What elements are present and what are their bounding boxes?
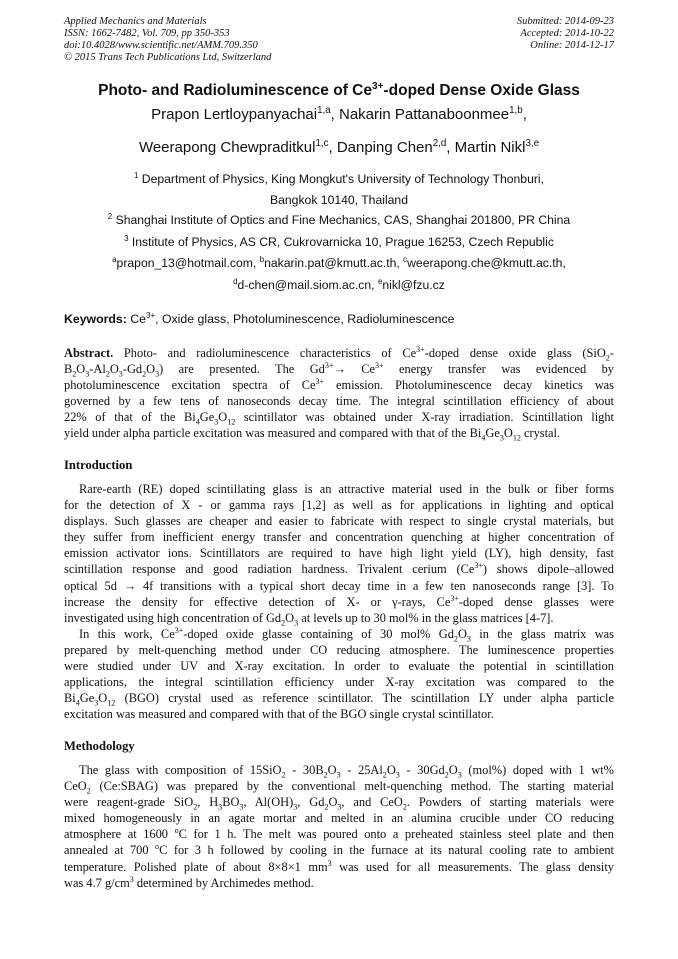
keywords: Keywords: $Ce^{3+}$, Oxide glass, Photoluminescence, Radioluminescence — [64, 310, 455, 326]
author-line-1: Prapon Lertloypanyachai$^{1,a}$, Nakarin Pattanaboonmee$^{1,b}$, — [151, 105, 527, 123]
affiliation-1: $^1$ Department of Physics, King Mongkut's University of Technology Thonburi, — [133, 170, 545, 186]
affiliation-2: $^2$ Shanghai Institute of Optics and Fine Mechanics, CAS, Shanghai 201800, PR China — [107, 211, 571, 227]
accepted-date: Accepted: 2014-10-22 — [520, 28, 614, 39]
author-name: Nakarin Pattanaboonmee — [339, 106, 510, 123]
submitted-date: Submitted: 2014-09-23 — [516, 16, 614, 27]
email-line-2: $^d$d-chen@mail.siom.ac.cn, $^e$nikl@fzu.cz — [233, 276, 445, 292]
journal-issn: ISSN: 1662-7482, Vol. 709, pp 350-353 — [64, 28, 230, 39]
abstract-label: Abstract. — [64, 346, 114, 360]
submission-dates — [517, 16, 614, 52]
journal-info — [64, 16, 271, 64]
journal-copyright: © 2015 Trans Tech Publications Ltd, Switzerland — [64, 52, 272, 63]
author-name: Prapon Lertloypanyachai — [151, 106, 318, 123]
author-name: Martin Nikl — [454, 139, 526, 156]
affiliation-1-cont: Bangkok 10140, Thailand — [269, 193, 408, 207]
email-line-1: $^a$prapon_13@hotmail.com, $^b$nakarin.pat@kmutt.ac.th, $^c$weerapong.che@kmutt.ac.th, — [112, 254, 566, 270]
journal-name: Applied Mechanics and Materials — [64, 16, 207, 27]
methodology-heading: Methodology — [64, 739, 135, 753]
keywords-label: Keywords: — [64, 312, 127, 326]
introduction-heading: Introduction — [64, 458, 133, 472]
introduction-paragraph: Rare-earth (RE) doped scintillating glass is an attractive material used in the bulk or fiber forms for the detection of X - or gamma rays [1,2] as well as for applications in lighting and optical displays. Such glasses are cheaper and easier to fabricate with respect to single crystal materials, but they suffer from inefficient energy transfer and concentration quenching at higher concentration of emission activator ions. Scintillators are required to have high light yield (LY), high density, fast scintillation response and good radiation hardness. Trivalent cerium $(Ce^{3+})$ shows dipole–allowed optical 5d → 4f transitions with a typical short decay time in a few ten nanoseconds range [3]. To increase the density for effective detection of X- or γ-rays, $Ce^{3+}$-doped dense glasses were investigated using high concentration of $Gd_2O_3$ at levels up to 30 mol% in the glass matrices [4-7]. In this work, $Ce^{3+}$-doped oxide glasse containing of 30 mol% $Gd_2O_3$ in the glass matrix was prepared by melt-quenching method under CO reducing atmosphere. The luminescence properties were studied under UV and X-ray excitation. In order to evaluate the potential in scintillation applications, the integral scintillation efficiency under X-ray excitation was compared to the $Bi_4Ge_3O_{12}$ (BGO) crystal used as reference scintillator. The scintillation LY under alpha particle excitation was measured and compared with that of the BGO single crystal scintillator. — [64, 482, 614, 722]
author-line-2: Weerapong Chewpraditkul$^{1,c}$, Danping Chen$^{2,d}$, Martin Nikl$^{3,e}$ — [138, 138, 540, 156]
author-name: Weerapong Chewpraditkul — [138, 139, 316, 156]
abstract-paragraph: Abstract. Photo- and radioluminescence characteristics of $Ce^{3+}$-doped dense oxide glass (SiO$_2$- $B_2O_3-Al_2O_3-Gd_2O_3$) are presented. The $Gd^{3+}\to Ce^{3+}$ energy transfer was evidenced by photoluminescence excitation spectra of $Ce^{3+}$ emission. Photoluminescence decay kinetics was governed by a few tens of nanoseconds decay time. The integral scintillation efficiency of about 22% of that of the $Bi_4Ge_3O_{12}$ scintillator was obtained under X-ray irradiation. Scintillation light yield under alpha particle excitation was measured and compared with that of the $Bi_4Ge_3O_{12}$ crystal. — [64, 344, 614, 443]
affiliation-3: $^3$ Institute of Physics, AS CR, Cukrovarnicka 10, Prague 16253, Czech Republic — [124, 233, 554, 249]
paper-title: Photo- and Radioluminescence of $Ce^{3+}$-doped Dense Oxide Glass — [98, 80, 580, 99]
online-date: Online: 2014-12-17 — [530, 40, 614, 51]
author-name: Danping Chen — [336, 139, 433, 156]
methodology-paragraph: The glass with composition of $15SiO_2 - 30B_2O_3 - 25Al_2O_3 - 30Gd_2O_3$ (mol%) doped with 1 wt% CeO$_2$ (Ce:SBAG) was prepared by the conventional melt-quenching method. The starting material were reagent-grade SiO$_2$, $H_3BO_3$, $Al(OH)_3$, $Gd_2O_3$, and CeO$_2$. Powders of starting materials were mixed homogeneously in an agate mortar and melted in an alumina crucible under CO reducing atmosphere at 1600 $^o$C for 1 h. The melt was poured onto a preheated stainless steel plate and then annealed at 700 $^o$C for 3 h followed by cooling in the furnace at its natural cooling rate to ambient temperature. Polished plate of about 8×8×1 $mm^3$ was used for all measurements. The glass density was 4.7 $g/cm^3$ determined by Archimedes method. — [64, 763, 615, 890]
journal-doi: doi:10.4028/www.scientific.net/AMM.709.350 — [64, 40, 258, 51]
